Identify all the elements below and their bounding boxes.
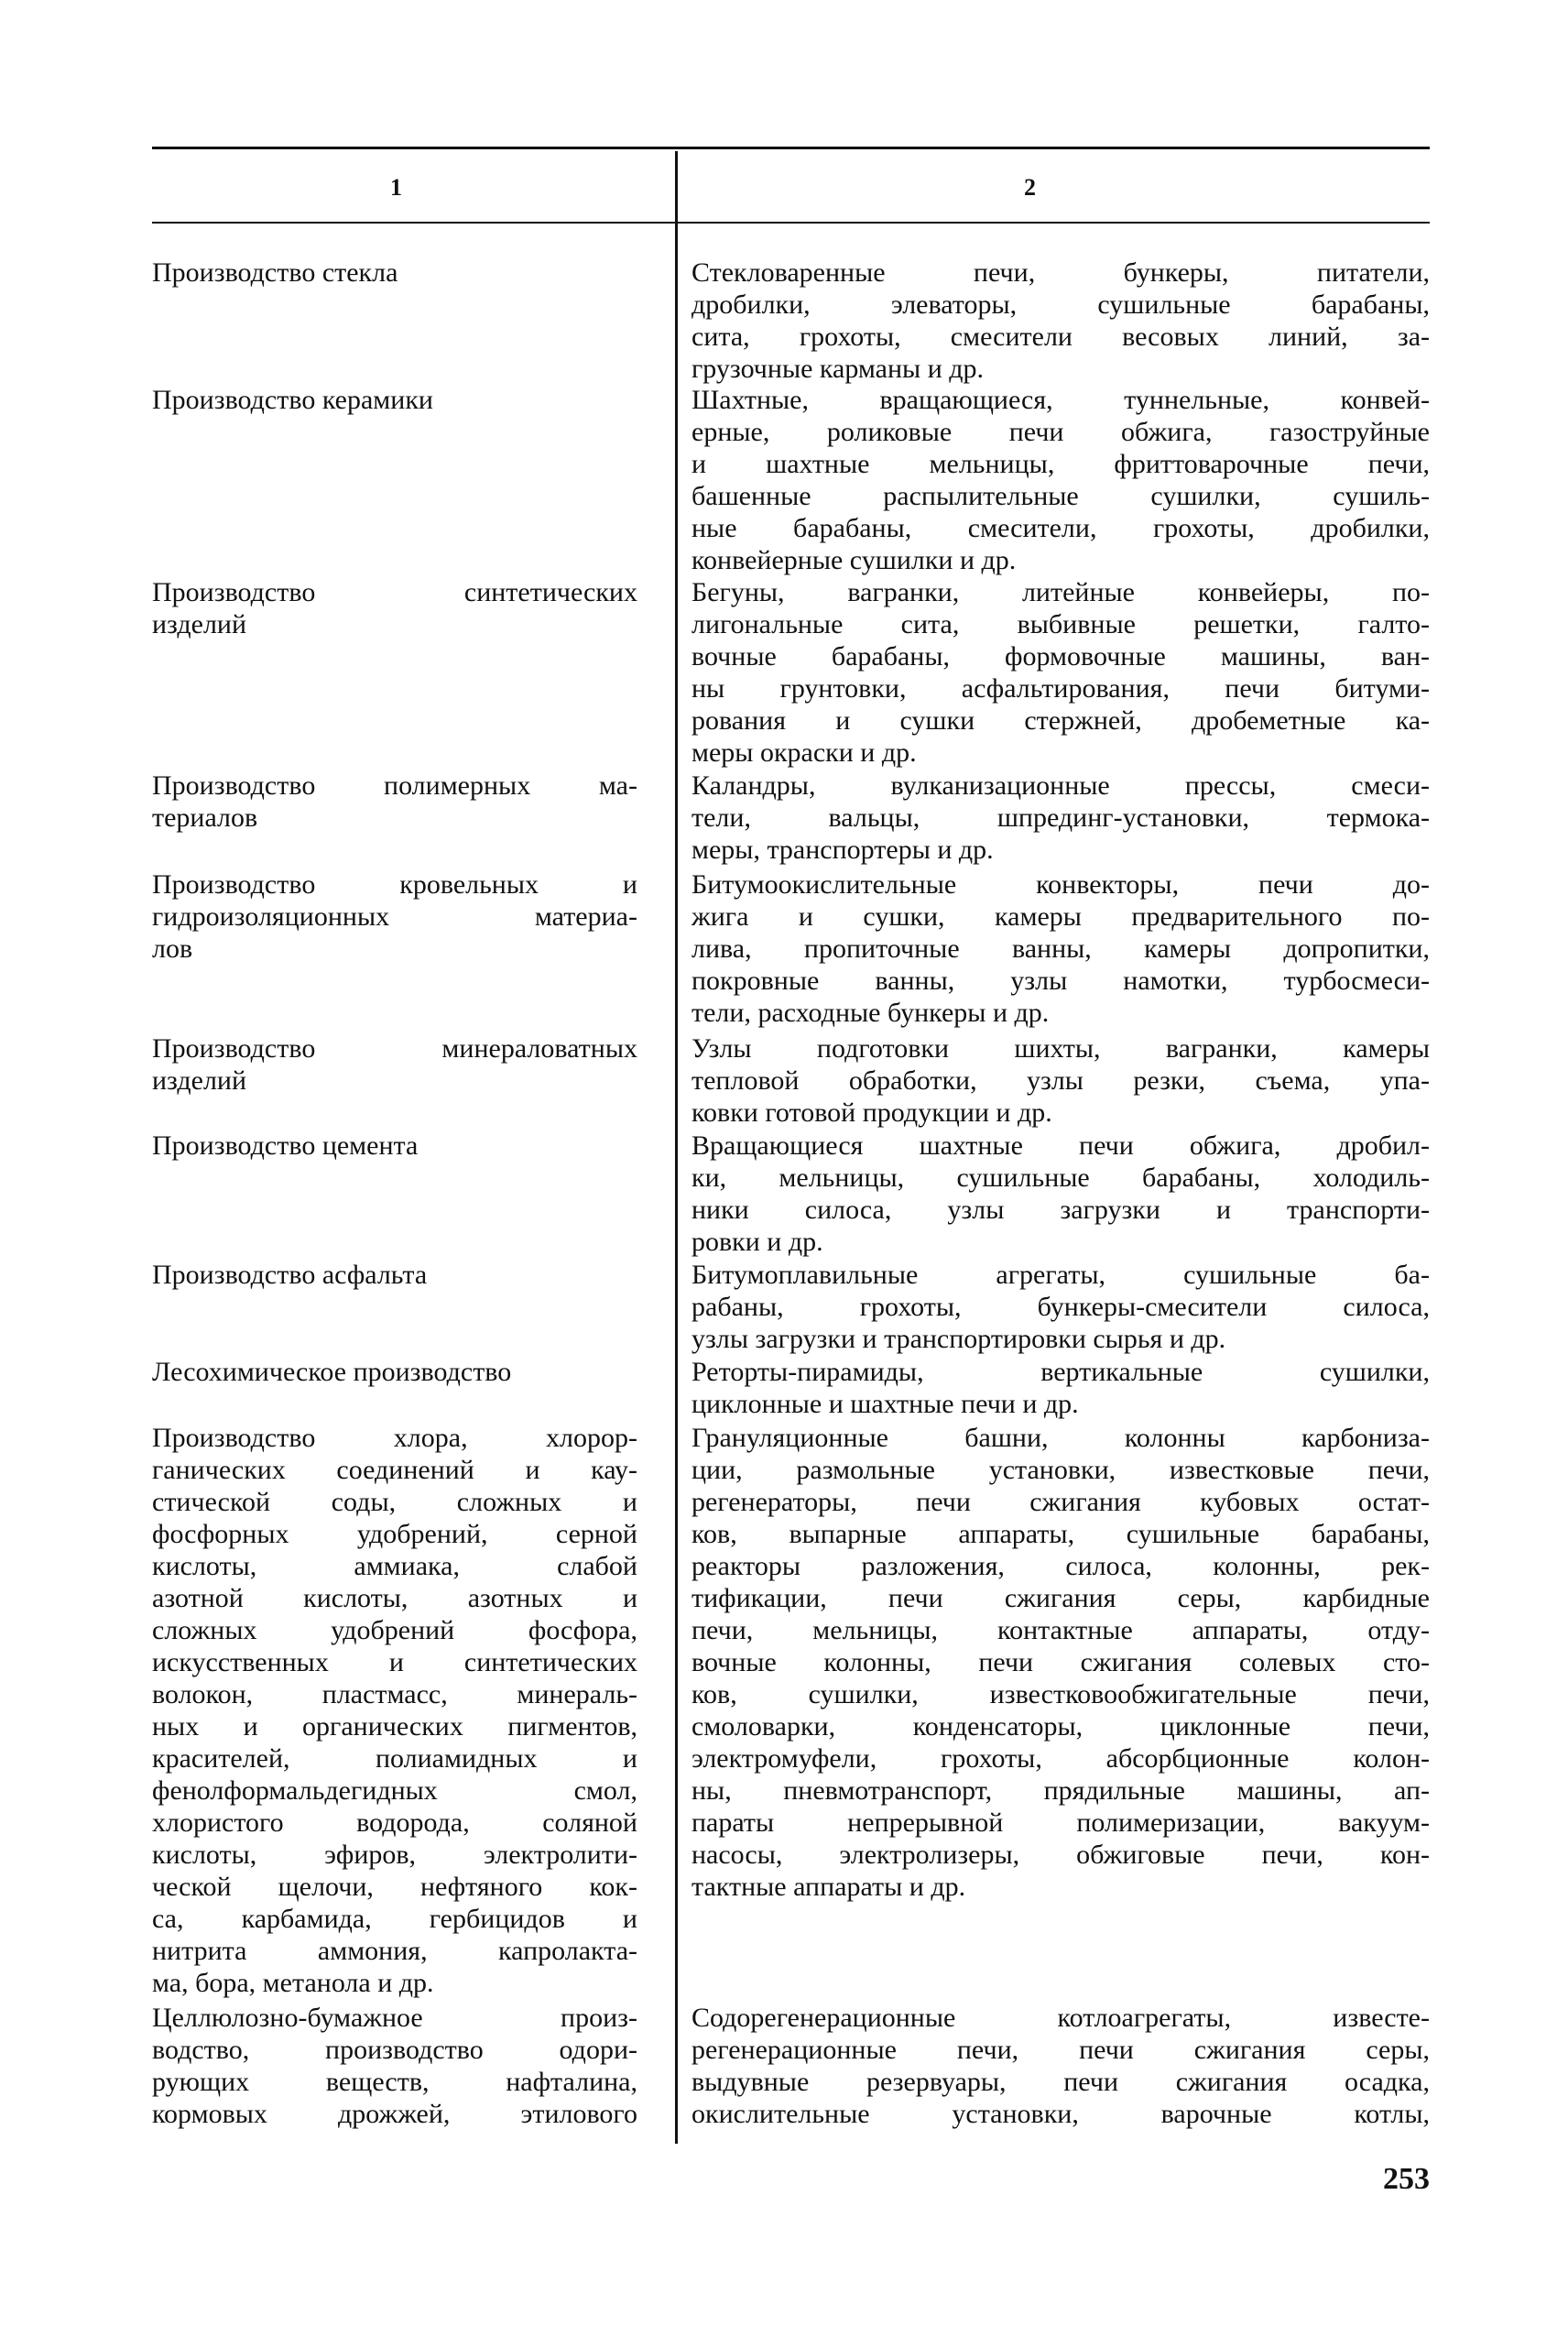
text-line: кормовых дрожжей, этилового — [152, 2099, 637, 2129]
text-line: Бегуны, вагранки, литейные конвейеры, по- — [691, 577, 1430, 607]
text-line: меры окраски и др. — [691, 737, 917, 768]
text-line: выдувные резервуары, печи сжигания осадка, — [691, 2067, 1430, 2097]
row-left-cell — [152, 770, 637, 834]
text-line: тепловой обработки, узлы резки, съема, упа- — [691, 1065, 1430, 1096]
text-line: лива, пропиточные ванны, камеры допропитки, — [691, 934, 1430, 964]
text-line: окислительные установки, варочные котлы, — [691, 2099, 1430, 2129]
text-line: ерные, роликовые печи обжига, газоструйные — [691, 417, 1430, 447]
text-line: рования и сушки стержней, дробеметные ка- — [691, 705, 1430, 736]
text-line: Производство полимерных ма- — [152, 770, 637, 801]
text-line: Содорегенерационные котлоагрегаты, известе- — [691, 2003, 1430, 2033]
text-line: грузочные карманы и др. — [691, 354, 985, 384]
row-right-cell — [691, 576, 1430, 769]
text-line: фосфорных удобрений, серной — [152, 1519, 637, 1549]
text-line: гидроизоляционных материа- — [152, 901, 637, 932]
text-line: лов — [152, 934, 193, 964]
text-line: Производство минераловатных — [152, 1033, 637, 1064]
text-line: красителей, полиамидных и — [152, 1743, 637, 1774]
text-line: Узлы подготовки шихты, вагранки, камеры — [691, 1033, 1430, 1064]
text-line: Стекловаренные печи, бункеры, питатели, — [691, 257, 1430, 288]
text-line: азотной кислоты, азотных и — [152, 1583, 637, 1613]
row-right-cell — [691, 1356, 1430, 1420]
table-header-rule — [152, 222, 1430, 224]
text-line: Битумоокислительные конвекторы, печи до- — [691, 869, 1430, 900]
text-line: фенолформальдегидных смол, — [152, 1775, 637, 1806]
row-left-cell — [152, 257, 637, 289]
text-line: тификации, печи сжигания серы, карбидные — [691, 1583, 1430, 1613]
text-line: ные барабаны, смесители, грохоты, дробилки, — [691, 513, 1430, 543]
row-right-cell — [691, 770, 1430, 866]
row-left-cell — [152, 1422, 637, 1999]
text-line: ны, пневмотранспорт, прядильные машины, ап- — [691, 1775, 1430, 1806]
text-line: стической соды, сложных и — [152, 1487, 637, 1517]
text-line: рующих веществ, нафталина, — [152, 2067, 637, 2097]
text-line: меры, транспортеры и др. — [691, 835, 994, 865]
row-right-cell — [691, 868, 1430, 1029]
text-line: волокон, пластмасс, минераль- — [152, 1679, 637, 1709]
row-left-cell — [152, 2002, 637, 2130]
row-left-cell — [152, 576, 637, 640]
text-line: регенераторы, печи сжигания кубовых остат- — [691, 1487, 1430, 1517]
row-left-cell — [152, 384, 637, 416]
text-line: ны грунтовки, асфальтирования, печи битуми- — [691, 673, 1430, 704]
text-line: ковки готовой продукции и др. — [691, 1097, 1052, 1128]
text-line: кислоты, эфиров, электролити- — [152, 1840, 637, 1870]
text-line: циклонные и шахтные печи и др. — [691, 1389, 1079, 1419]
text-line: покровные ванны, узлы намотки, турбосмеси- — [691, 966, 1430, 996]
text-line: параты непрерывной полимеризации, вакуум- — [691, 1807, 1430, 1838]
text-line: ческой щелочи, нефтяного кок- — [152, 1872, 637, 1902]
text-line: смоловарки, конденсаторы, циклонные печи, — [691, 1711, 1430, 1742]
text-line: Производство стекла — [152, 257, 398, 288]
text-line: жига и сушки, камеры предварительного по- — [691, 901, 1430, 932]
text-line: Производство керамики — [152, 385, 433, 415]
text-line: искусственных и синтетических — [152, 1647, 637, 1677]
text-line: ков, сушилки, известковообжигательные печи, — [691, 1679, 1430, 1709]
text-line: печи, мельницы, контактные аппараты, отду- — [691, 1615, 1430, 1645]
text-line: Шахтные, вращающиеся, туннельные, конвей- — [691, 385, 1430, 415]
row-right-cell — [691, 1422, 1430, 1903]
text-line: башенные распылительные сушилки, сушиль- — [691, 481, 1430, 511]
row-left-cell — [152, 868, 637, 965]
text-line: реакторы разложения, силоса, колонны, рек- — [691, 1551, 1430, 1581]
text-line: лигональные сита, выбивные решетки, галто- — [691, 609, 1430, 639]
text-line: ных и органических пигментов, — [152, 1711, 637, 1742]
text-line: вочные колонны, печи сжигания солевых сто- — [691, 1647, 1430, 1677]
text-line: изделий — [152, 1065, 247, 1096]
text-line: дробилки, элеваторы, сушильные барабаны, — [691, 289, 1430, 320]
text-line: Производство хлора, хлорор- — [152, 1423, 637, 1453]
text-line: ганических соединений и кау- — [152, 1455, 637, 1485]
text-line: рабаны, грохоты, бункеры-смесители силоса, — [691, 1292, 1430, 1322]
text-line: Производство синтетических — [152, 577, 637, 607]
text-line: Лесохимическое производство — [152, 1357, 512, 1387]
table-top-rule — [152, 147, 1430, 149]
text-line: вочные барабаны, формовочные машины, ван- — [691, 641, 1430, 672]
text-line: ции, размольные установки, известковые печи, — [691, 1455, 1430, 1485]
row-left-cell — [152, 1259, 637, 1291]
text-line: Производство кровельных и — [152, 869, 637, 900]
row-right-cell — [691, 2002, 1430, 2130]
text-line: Каландры, вулканизационные прессы, смеси- — [691, 770, 1430, 801]
text-line: тели, вальцы, шпрединг-установки, термока- — [691, 803, 1430, 833]
text-line: электромуфели, грохоты, абсорбционные колон- — [691, 1743, 1430, 1774]
text-line: ники силоса, узлы загрузки и транспорти- — [691, 1195, 1430, 1225]
text-line: Вращающиеся шахтные печи обжига, дробил- — [691, 1130, 1430, 1161]
row-right-cell — [691, 1259, 1430, 1355]
text-line: сита, грохоты, смесители весовых линий, за- — [691, 322, 1430, 352]
text-line: регенерационные печи, печи сжигания серы, — [691, 2035, 1430, 2065]
text-line: тактные аппараты и др. — [691, 1872, 966, 1902]
text-line: и шахтные мельницы, фриттоварочные печи, — [691, 449, 1430, 479]
text-line: изделий — [152, 609, 247, 639]
column-header-2: 2 — [1024, 174, 1036, 201]
text-line: узлы загрузки и транспортировки сырья и др. — [691, 1324, 1226, 1354]
row-left-cell — [152, 1032, 637, 1097]
row-right-cell — [691, 384, 1430, 576]
text-line: териалов — [152, 803, 258, 833]
text-line: ровки и др. — [691, 1227, 823, 1257]
text-line: Производство цемента — [152, 1130, 419, 1161]
text-line: са, карбамида, гербицидов и — [152, 1904, 637, 1934]
text-line: ки, мельницы, сушильные барабаны, холодиль- — [691, 1163, 1430, 1193]
text-line: насосы, электролизеры, обжиговые печи, кон- — [691, 1840, 1430, 1870]
row-left-cell — [152, 1356, 637, 1388]
text-line: ма, бора, метанола и др. — [152, 1968, 434, 1998]
row-left-cell — [152, 1130, 637, 1162]
row-right-cell — [691, 257, 1430, 385]
column-header-1: 1 — [390, 174, 402, 201]
row-right-cell — [691, 1130, 1430, 1258]
column-divider — [675, 151, 678, 2144]
text-line: Производство асфальта — [152, 1260, 428, 1290]
text-line: кислоты, аммиака, слабой — [152, 1551, 637, 1581]
text-line: сложных удобрений фосфора, — [152, 1615, 637, 1645]
text-line: тели, расходные бункеры и др. — [691, 998, 1050, 1028]
text-line: водство, производство одори- — [152, 2035, 637, 2065]
text-line: хлористого водорода, соляной — [152, 1807, 637, 1838]
text-line: Битумоплавильные агрегаты, сушильные ба- — [691, 1260, 1430, 1290]
text-line: Целлюлозно-бумажное произ- — [152, 2003, 637, 2033]
text-line: ков, выпарные аппараты, сушильные барабаны, — [691, 1519, 1430, 1549]
text-line: нитрита аммония, капролакта- — [152, 1936, 637, 1966]
text-line: Реторты-пирамиды, вертикальные сушилки, — [691, 1357, 1430, 1387]
page-number: 253 — [1383, 2162, 1430, 2196]
row-right-cell — [691, 1032, 1430, 1129]
text-line: Грануляционные башни, колонны карбониза- — [691, 1423, 1430, 1453]
text-line: конвейерные сушилки и др. — [691, 545, 1017, 575]
